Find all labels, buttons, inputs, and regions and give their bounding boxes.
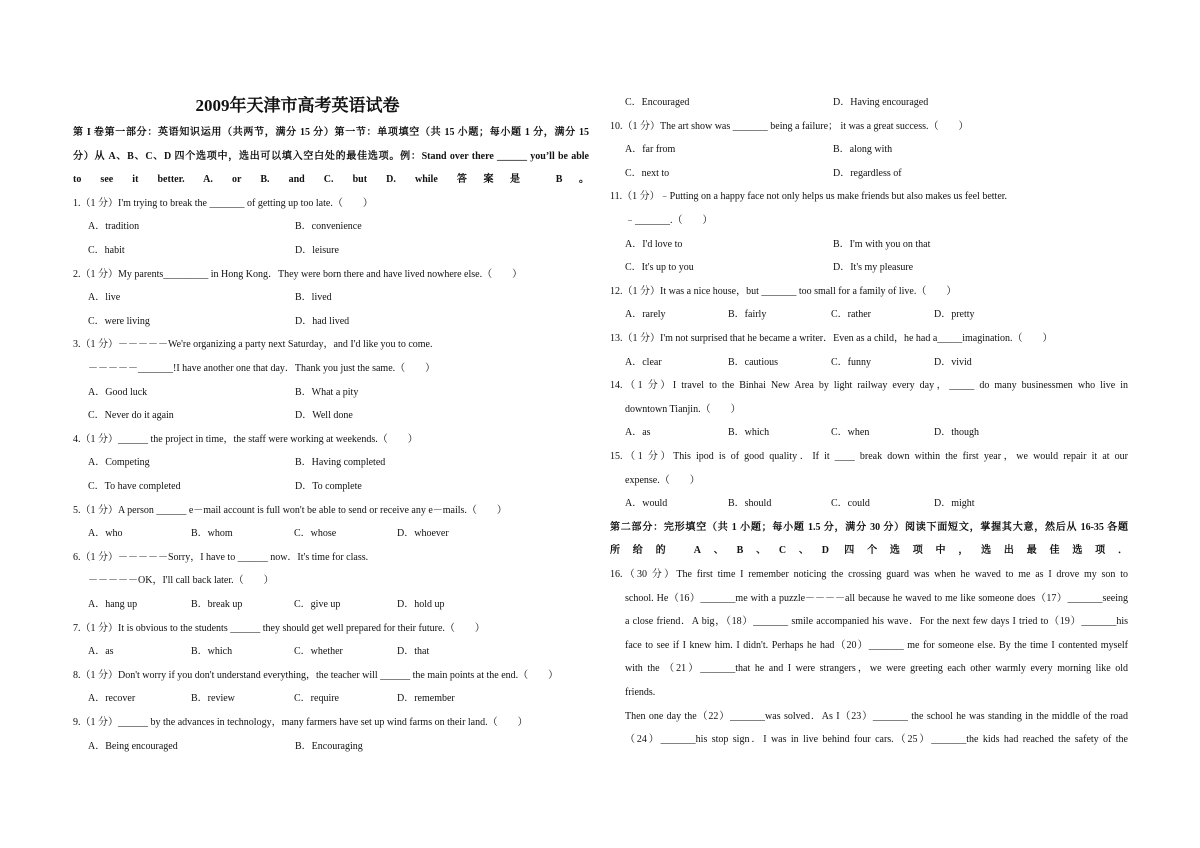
question-continuation: downtown Tianjin.（ ） (625, 403, 741, 415)
section-heading-line: 第二部分：完形填空（共 1 小题；每小题 1.5 分，满分 30 分）阅读下面短文，掌握其大意，然后从 16-35 各题 (610, 521, 1128, 533)
answer-option: A．Competing (88, 457, 150, 469)
answer-option: B．I'm with you on that (833, 238, 931, 250)
answer-option: D．Well done (295, 410, 353, 422)
answer-option: A．would (625, 498, 668, 510)
passage-line: （24）_______his stop sign．I was in live behind four cars.（25）_______the kids had reached the safety of the (625, 734, 1128, 746)
answer-option: C．were living (88, 315, 150, 327)
answer-option: B．convenience (295, 221, 362, 233)
answer-option: D．that (397, 646, 430, 658)
answer-option: C．give up (294, 599, 341, 610)
answer-option: C．It's up to you (625, 262, 694, 274)
answer-option: D．remember (397, 693, 455, 705)
answer-option: B．Encouraging (295, 740, 363, 752)
question-stem: 7.（1 分）It is obvious to the students ______ they should get well prepared for their future.（ ） (73, 622, 485, 634)
question-stem: 6.（1 分）－－－－－Sorry，I have to ______ now．It's time for class. (73, 551, 369, 563)
answer-option: A．tradition (88, 221, 140, 233)
question-stem: 9.（1 分）______ by the advances in technology，many farmers have set up wind farms on their land.（ ） (73, 717, 528, 728)
answer-option: A．clear (625, 356, 662, 368)
question-stem: 8.（1 分）Don't worry if you don't understand everything，the teacher will ______ the main points at the end.（ ） (73, 669, 559, 681)
section-heading-line: to see it better. A. or B. and C. but D. while 答案是 B。 (73, 174, 589, 186)
answer-option: C．whether (294, 646, 343, 658)
answer-option: D．regardless of (833, 167, 902, 179)
answer-option: B．cautious (728, 356, 778, 368)
answer-option: C．Encouraged (625, 97, 690, 108)
section-heading-line: 分）从 A、B、C、D 四个选项中，选出可以填入空白处的最佳选项。例：Stand over there ______ you’ll be able (73, 150, 589, 162)
question-stem: 14.（1 分）I travel to the Binhai New Area by light railway every day，_____ do many businessmen who live in (610, 380, 1128, 392)
answer-option: A．far from (625, 144, 676, 156)
answer-option: C．Never do it again (88, 410, 174, 422)
answer-option: B．fairly (728, 309, 767, 321)
passage-line: a close friend．A big，（18）_______ smile accompanied his wave．For the next few days I tried to（19）_______his (625, 616, 1128, 628)
section-heading-line: 第 I 卷第一部分：英语知识运用（共两节，满分 15 分）第一节：单项填空（共 15 小题；每小题 1 分，满分 15 (73, 127, 589, 138)
passage-line: with the （21）_______that he and I were strangers，we were greeting each other warmly every morning like old (625, 663, 1128, 675)
answer-option: D．though (934, 427, 979, 439)
answer-option: C．whose (294, 528, 337, 540)
section-heading-line: 所给的 A、B、C、D 四个选项中，选出最佳选项． (610, 545, 1128, 557)
question-stem: 11.（1 分）﹣Putting on a happy face not only helps us make friends but also makes us feel better. (610, 191, 1008, 203)
answer-option: D．whoever (397, 528, 449, 540)
answer-option: B．lived (295, 292, 332, 304)
question-stem: 2.（1 分）My parents_________ in Hong Kong．They were born there and have lived nowhere else.（ ） (73, 268, 523, 280)
answer-option: A．as (88, 646, 114, 658)
answer-option: B．break up (191, 599, 243, 610)
answer-option: A．who (88, 528, 123, 540)
answer-option: B．review (191, 693, 235, 705)
question-stem: 3.（1 分）－－－－－We're organizing a party next Saturday，and I'd like you to come. (73, 339, 433, 351)
question-continuation: expense.（ ） (625, 474, 700, 486)
answer-option: D．had lived (295, 315, 350, 327)
answer-option: B．along with (833, 144, 893, 156)
answer-option: B．which (728, 427, 770, 439)
answer-option: D．might (934, 498, 975, 510)
answer-option: A．Good luck (88, 386, 148, 398)
question-continuation: －－－－－_______!I have another one that day．Thank you just the same.（ ） (88, 363, 436, 374)
answer-option: A．rarely (625, 309, 666, 321)
answer-option: C．could (831, 498, 870, 510)
question-stem: 1.（1 分）I'm trying to break the _______ of getting up too late.（ ） (73, 197, 373, 209)
answer-option: A．live (88, 292, 121, 304)
answer-option: D．vivid (934, 356, 972, 368)
answer-option: C．next to (625, 167, 670, 179)
question-stem: 10.（1 分）The art show was _______ being a failure； it was a great success.（ ） (610, 120, 969, 132)
answer-option: A．I'd love to (625, 238, 683, 250)
answer-option: D．hold up (397, 599, 445, 610)
answer-option: D．Having encouraged (833, 97, 929, 108)
answer-option: C．when (831, 427, 870, 439)
question-stem: 4.（1 分）______ the project in time，the staff were working at weekends.（ ） (73, 433, 418, 445)
answer-option: B．Having completed (295, 457, 386, 469)
answer-option: B．whom (191, 528, 233, 540)
passage-line: school. He（16）_______me with a puzzle－－－－all because he waved to me like someone does（17）_______seeing (625, 592, 1128, 604)
question-continuation: －－－－－OK，I'll call back later.（ ） (88, 575, 274, 587)
question-stem: 15.（1 分）This ipod is of good quality．If it ____ break down within the first year，we would repair it at our (610, 451, 1128, 462)
question-stem: 5.（1 分）A person ______ e－mail account is full won't be able to send or receive any e－mails.（ ） (73, 504, 507, 516)
answer-option: C．rather (831, 309, 871, 321)
answer-option: C．require (294, 693, 339, 705)
answer-option: A．as (625, 427, 651, 439)
question-stem: 16.（30 分）The first time I remember noticing the crossing guard was when he waved to me as I drove my son to (610, 569, 1128, 580)
answer-option: B．should (728, 498, 772, 510)
answer-option: C．To have completed (88, 481, 181, 492)
answer-option: C．habit (88, 245, 125, 256)
question-stem: 12.（1 分）It was a nice house，but _______ too small for a family of live.（ ） (610, 285, 957, 297)
page-title: 2009年天津市高考英语试卷 (195, 96, 400, 115)
answer-option: D．leisure (295, 245, 339, 256)
answer-option: D．It's my pleasure (833, 262, 914, 274)
passage-line: friends. (625, 687, 656, 698)
answer-option: A．Being encouraged (88, 740, 178, 752)
question-continuation: ﹣_______.（ ） (625, 215, 713, 226)
passage-line: face to see if I knew him. I didn't. Perhaps he had（20）_______ me for someone else. By the time I contented myself (625, 639, 1128, 651)
passage-line: Then one day the（22）_______was solved．As I（23）_______ the school he was standing in the middle of the road (625, 710, 1128, 722)
answer-option: A．hang up (88, 599, 138, 610)
answer-option: B．which (191, 646, 233, 658)
question-stem: 13.（1 分）I'm not surprised that he became a writer．Even as a child，he had a_____imagination.（ ） (610, 333, 1053, 344)
answer-option: A．recover (88, 693, 136, 705)
answer-option: D．pretty (934, 309, 975, 321)
answer-option: B．What a pity (295, 386, 359, 398)
answer-option: C．funny (831, 356, 871, 368)
answer-option: D．To complete (295, 481, 362, 492)
